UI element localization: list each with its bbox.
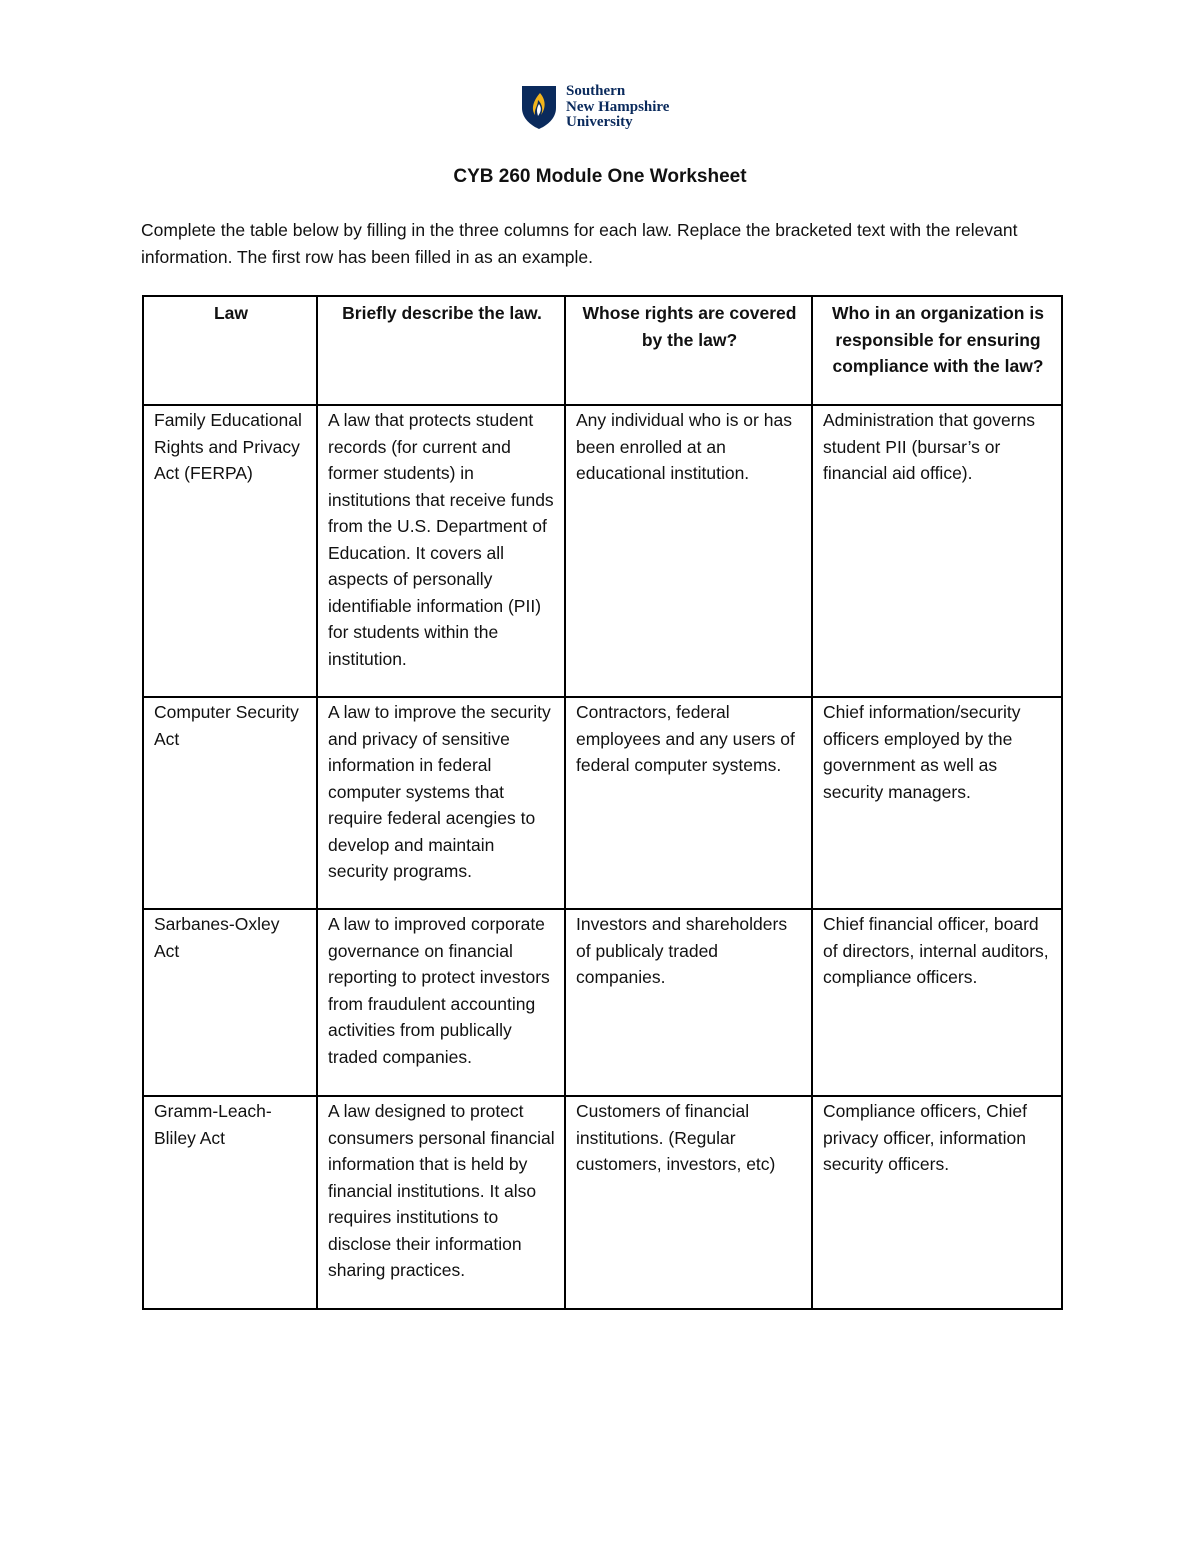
flame-shield-icon [520,84,558,130]
logo-line-3: University [566,114,633,130]
responsible-cell: Chief information/security officers employed by the government as well as security managers. [812,697,1062,909]
table-row [143,1096,1062,1309]
description-cell: A law to improved corporate governance on financial reporting to protect investors from fraudulent accounting activities from publically traded companies. [317,909,565,1096]
logo-line-1: Southern [566,83,626,99]
description-cell: A law designed to protect consumers personal financial information that is held by financial institutions. It also requires institutions to disclose their information sharing practices. [317,1096,565,1309]
law-cell: Sarbanes-Oxley Act [143,909,317,1096]
page-title: CYB 260 Module One Worksheet [453,166,747,187]
description-cell: A law to improve the security and privacy of sensitive information in federal computer systems that require federal acengies to develop and maintain security programs. [317,697,565,909]
snhu-logo [520,84,690,132]
law-cell: Gramm-Leach-Bliley Act [143,1096,317,1309]
logo-line-2: New Hampshire [566,98,670,115]
header-description: Briefly describe the law. [317,296,565,405]
laws-table [142,295,1063,1310]
header-rights: Whose rights are covered by the law? [565,296,812,405]
description-cell: A law that protects student records (for current and former students) in institutions that receive funds from the U.S. Department of Education. It covers all aspects of personally identifiable information (PII) for students within the institution. [317,405,565,697]
header-law: Law [143,296,317,405]
law-cell: Computer Security Act [143,697,317,909]
table-header-row [143,296,1062,405]
responsible-cell: Chief financial officer, board of directors, internal auditors, compliance officers. [812,909,1062,1096]
logo-wordmark [566,84,669,131]
rights-cell: Customers of financial institutions. (Regular customers, investors, etc) [565,1096,812,1309]
rights-cell: Any individual who is or has been enrolled at an educational institution. [565,405,812,697]
table-row [143,909,1062,1096]
header-responsible: Who in an organization is responsible for ensuring compliance with the law? [812,296,1062,405]
responsible-cell: Compliance officers, Chief privacy officer, information security officers. [812,1096,1062,1309]
rights-cell: Investors and shareholders of publicaly traded companies. [565,909,812,1096]
law-cell: Family Educational Rights and Privacy Act (FERPA) [143,405,317,697]
responsible-cell: Administration that governs student PII (bursar’s or financial aid office). [812,405,1062,697]
table-row [143,405,1062,697]
instructions-paragraph: Complete the table below by filling in the three columns for each law. Replace the bracketed text with the relevant information. The first row has been filled in as an example. [141,220,1018,267]
rights-cell: Contractors, federal employees and any users of federal computer systems. [565,697,812,909]
table-row [143,697,1062,909]
